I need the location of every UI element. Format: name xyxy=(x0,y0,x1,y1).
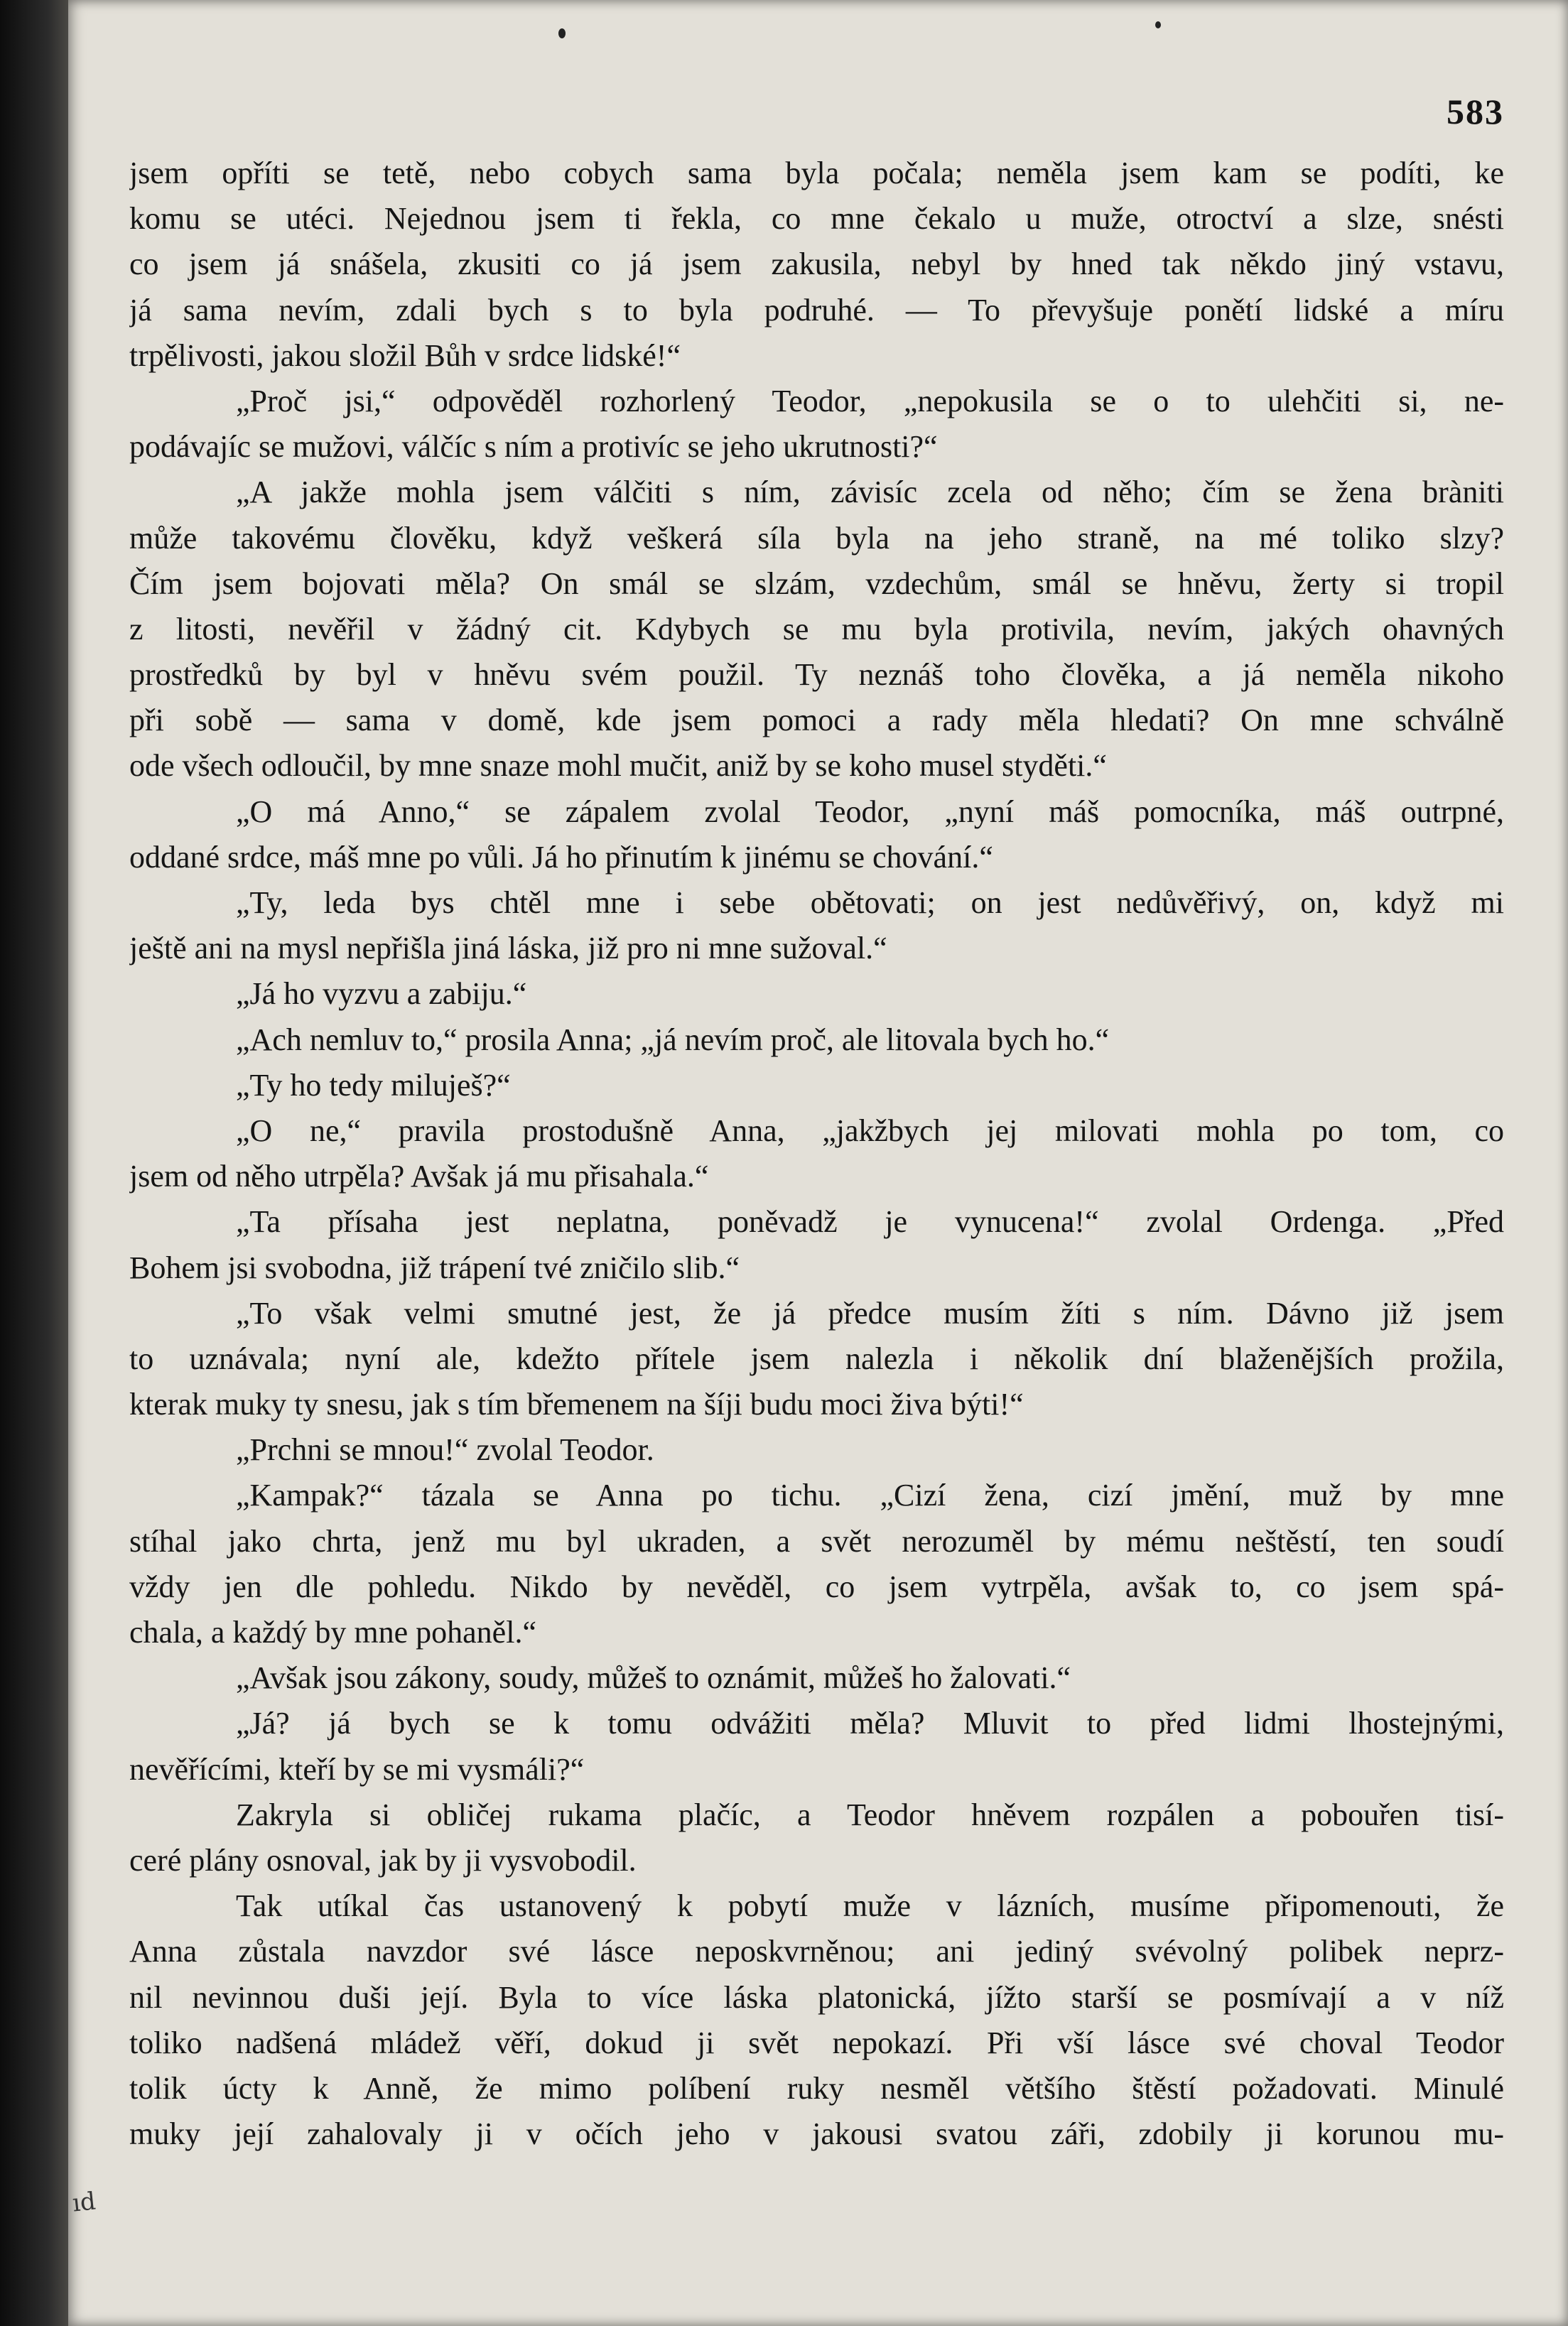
text-line: to uznávala; nyní ale, kdežto přítele jsem nalezla i několik dní blaženějších prožila, xyxy=(129,1341,1504,1376)
text-line: já sama nevím, zdali bych s to byla podruhé. — To převyšuje ponětí lidské a míru xyxy=(129,292,1504,328)
text-line: stíhal jako chrta, jenž mu byl ukraden, a svět nerozuměl by mému neštěstí, ten soudí xyxy=(129,1523,1504,1559)
text-line: z litosti, nevěřil v žádný cit. Kdybych se mu byla protivila, nevím, jakých ohavných xyxy=(129,611,1504,647)
print-speck xyxy=(558,28,566,38)
text-line: trpělivosti, jakou složil Bůh v srdce lidské!“ xyxy=(129,337,681,373)
text-line: podávajíc se mužovi, válčíc s ním a protivíc se jeho ukrutnosti?“ xyxy=(129,429,938,465)
text-line: „To však velmi smutné jest, že já předce musím žíti s ním. Dávno již jsem xyxy=(236,1295,1504,1331)
text-line: „Já ho vyzvu a zabiju.“ xyxy=(236,976,527,1012)
text-line: oddané srdce, máš mne po vůli. Já ho přinutím k jinému se chování.“ xyxy=(129,839,993,875)
text-line: „Avšak jsou zákony, soudy, můžeš to oznámit, můžeš ho žalovati.“ xyxy=(236,1660,1071,1696)
text-line: „Proč jsi,“ odpověděl rozhorlený Teodor, „nepokusila se o to ulehčiti si, ne- xyxy=(236,383,1504,418)
text-line: ještě ani na mysl nepřišla jiná láska, již pro ni mne sužoval.“ xyxy=(129,931,887,966)
text-line: vždy jen dle pohledu. Nikdo by nevěděl, co jsem vytrpěla, avšak to, co jsem spá- xyxy=(129,1569,1504,1604)
margin-mark: ıd xyxy=(70,2187,97,2218)
text-line: Bohem jsi svobodna, již trápení tvé zničilo slib.“ xyxy=(129,1250,740,1285)
text-line: chala, a každý by mne pohaněl.“ xyxy=(129,1615,536,1650)
text-line: ceré plány osnoval, jak by ji vysvobodil. xyxy=(129,1842,637,1878)
book-page xyxy=(68,0,1568,2326)
book-gutter xyxy=(0,0,68,2326)
text-line: toliko nadšená mládež věří, dokud ji svět nepokazí. Při vší lásce své choval Teodor xyxy=(129,2025,1504,2060)
text-line: „Ta přísaha jest neplatna, poněvadž je vynucena!“ zvolal Ordenga. „Před xyxy=(236,1204,1504,1240)
page-header xyxy=(68,84,1568,134)
body-text xyxy=(129,151,1504,2157)
text-line: „Já? já bych se k tomu odvážiti měla? Mluvit to před lidmi lhostejnými, xyxy=(236,1706,1504,1741)
text-line: „A jakže mohla jsem válčiti s ním, závisíc zcela od něho; čím se žena bràniti xyxy=(236,475,1504,510)
text-line: „Kampak?“ tázala se Anna po tichu. „Cizí žena, cizí jmění, muž by mne xyxy=(236,1478,1504,1513)
text-line: „O ne,“ pravila prostodušně Anna, „jakžbych jej milovati mohla po tom, co xyxy=(236,1113,1504,1148)
text-line: Tak utíkal čas ustanovený k pobytí muže v lázních, musíme připomenouti, že xyxy=(236,1888,1504,1924)
text-line: tolik úcty k Anně, že mimo políbení ruky nesměl většího štěstí požadovati. Minulé xyxy=(129,2070,1504,2106)
text-line: Anna zůstala navzdor své lásce neposkvrněnou; ani jediný svévolný polibek neprz- xyxy=(129,1934,1504,1969)
text-line: „O má Anno,“ se zápalem zvolal Teodor, „nyní máš pomocníka, máš outrpné, xyxy=(236,794,1504,829)
text-line: co jsem já snášela, zkusiti co já jsem zakusila, nebyl by hned tak někdo jiný vstavu, xyxy=(129,247,1504,282)
text-line: kterak muky ty snesu, jak s tím břemenem na šíji budu moci živa býti!“ xyxy=(129,1387,1024,1422)
text-line: nevěřícími, kteří by se mi vysmáli?“ xyxy=(129,1751,585,1787)
text-line: muky její zahalovaly ji v očích jeho v jakousi svatou záři, zdobily ji korunou mu- xyxy=(129,2116,1504,2152)
text-line: Čím jsem bojovati měla? On smál se slzám, vzdechům, smál se hněvu, žerty si tropil xyxy=(129,566,1504,601)
text-line: prostředků by byl v hněvu svém použil. Ty neznáš toho člověka, a já neměla nikoho xyxy=(129,657,1504,693)
text-line: „Ach nemluv to,“ prosila Anna; „já nevím proč, ale litovala bych ho.“ xyxy=(236,1022,1110,1057)
text-line: jsem od něho utrpěla? Avšak já mu přisahala.“ xyxy=(129,1159,709,1194)
page-number: 583 xyxy=(1447,92,1504,131)
text-line: při sobě — sama v domě, kde jsem pomoci a rady měla hledati? On mne schválně xyxy=(129,703,1504,738)
text-line: „Ty, leda bys chtěl mne i sebe obětovati; on jest nedůvěřivý, on, když mi xyxy=(236,885,1504,920)
text-line: ode všech odloučil, by mne snaze mohl mučit, aniž by se koho musel styděti.“ xyxy=(129,748,1107,784)
print-speck xyxy=(1155,21,1161,28)
text-line: Zakryla si obličej rukama plačíc, a Teodor hněvem rozpálen a pobouřen tisí- xyxy=(236,1797,1504,1832)
text-line: jsem opříti se tetě, nebo cobych sama byla počala; neměla jsem kam se podíti, ke xyxy=(129,156,1504,190)
text-line: nil nevinnou duši její. Byla to více láska platonická, jížto starší se posmívají a v níž xyxy=(129,1979,1504,2015)
text-line: „Ty ho tedy miluješ?“ xyxy=(236,1067,511,1103)
text-line: „Prchni se mnou!“ zvolal Teodor. xyxy=(236,1432,654,1468)
text-line: může takovému člověku, když veškerá síla byla na jeho straně, na mé toliko slzy? xyxy=(129,520,1504,556)
text-line: komu se utéci. Nejednou jsem ti řekla, co mne čekalo u muže, otroctví a slze, snésti xyxy=(129,201,1504,237)
